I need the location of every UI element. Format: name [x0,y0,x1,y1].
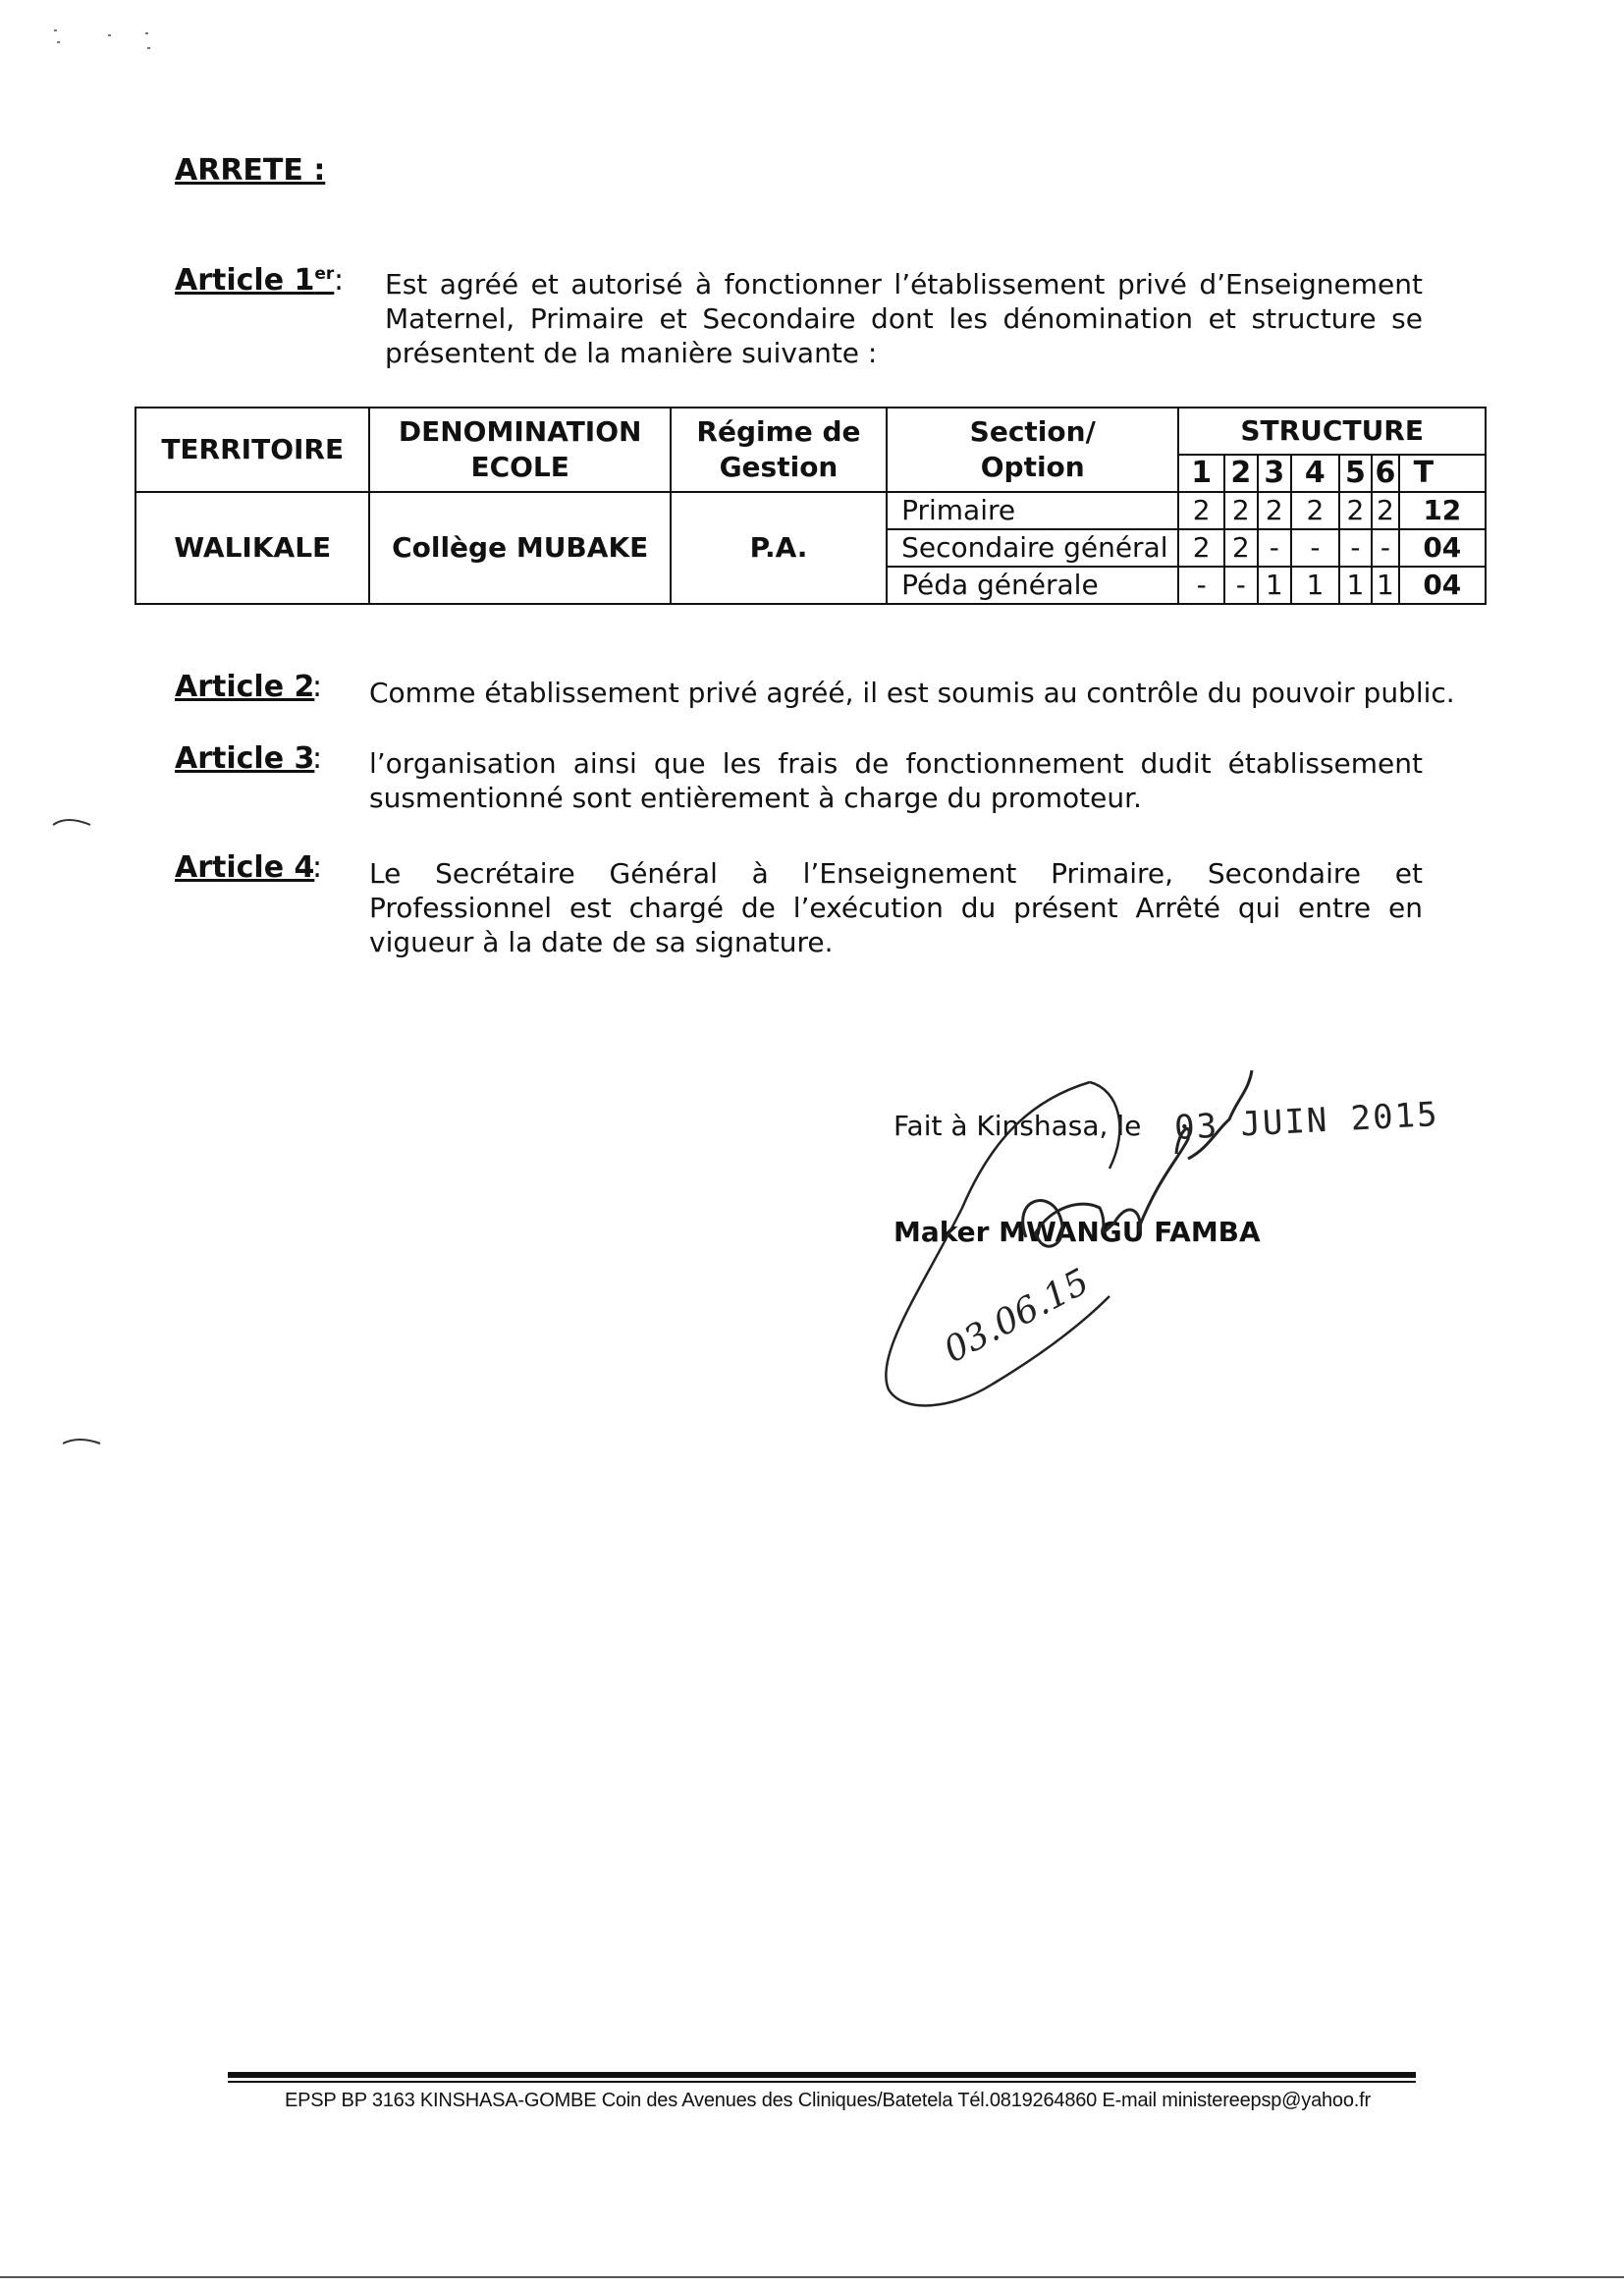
cell-value: - [1258,529,1291,567]
handwritten-date: 03.06.15 [938,1261,1096,1372]
scan-speck [57,41,60,43]
scan-speck [147,47,150,49]
article-2-text: Comme établissement privé agréé, il est soumis au contrôle du pouvoir public. [369,677,1455,709]
header-regime-line1: Régime de [696,415,861,448]
header-regime [671,408,887,492]
article-1-label [175,263,334,298]
footer-address: EPSP BP 3163 KINSHASA-GOMBE Coin des Avenues des Cliniques/Batetela Tél.0819264860 E-mail ministereepsp@yahoo.fr [285,2090,1371,2111]
signature-place: Fait à Kinshasa, le [893,1110,1142,1142]
article-1-label-text: Article 1 [175,263,315,298]
date-stamp: 03 JUIN 2015 [1173,1094,1440,1149]
cell-value: 2 [1258,492,1291,529]
cell-value: 2 [1339,492,1372,529]
margin-mark [59,1432,108,1451]
article-2-label: Article 2 [175,670,315,704]
article-3-text: l’organisation ainsi que les frais de fonctionnement dudit établissement susmentionné sont entièrement à charge du promoteur. [369,747,1423,814]
article-1-colon: : [334,263,345,298]
cell-value: 2 [1178,492,1224,529]
article-4-text: Le Secrétaire Général à l’Enseignement Primaire, Secondaire et Professionnel est chargé de l’exécution du présent Arrêté qui entre en vigueur à la date de sa signature. [369,857,1423,958]
cell-value: 2 [1291,492,1339,529]
article-3-label: Article 3 [175,741,315,776]
scan-bottom-edge [0,2276,1624,2278]
structure-col-6: 6 [1372,455,1398,492]
header-territoire: TERRITOIRE [135,408,369,492]
article-3-colon: : [312,741,323,776]
cell-value: - [1224,567,1257,604]
header-structure: STRUCTURE [1178,408,1486,455]
structure-col-3: 3 [1258,455,1291,492]
header-denomination-line2: ECOLE [470,451,569,483]
article-4-label: Article 4 [175,850,315,885]
cell-value: - [1339,529,1372,567]
cell-total: 04 [1399,529,1486,567]
cell-total: 04 [1399,567,1486,604]
handwritten-signature [864,1061,1296,1424]
cell-total: 12 [1399,492,1486,529]
footer-rule [228,2072,1416,2078]
cell-territoire: WALIKALE [135,492,369,604]
cell-value: 1 [1258,567,1291,604]
structure-col-total: T [1399,455,1486,492]
structure-col-4: 4 [1291,455,1339,492]
article-1-superscript: er [314,264,335,284]
cell-value: 2 [1372,492,1398,529]
header-section-line1: Section/ [969,415,1096,448]
scan-speck [108,34,111,36]
article-1-text: Est agréé et autorisé à fonctionner l’établissement privé d’Enseignement Maternel, Primaire et Secondaire dont les dénomination et structure se présentent de la manière suivante : [385,268,1423,369]
cell-value: - [1178,567,1224,604]
header-section-line2: Option [980,451,1085,483]
cell-value: 2 [1224,492,1257,529]
cell-value: 1 [1339,567,1372,604]
cell-ecole: Collège MUBAKE [369,492,670,604]
cell-value: 1 [1372,567,1398,604]
structure-col-5: 5 [1339,455,1372,492]
page-title: ARRETE : [175,153,326,188]
scan-speck [54,29,57,31]
margin-mark [49,811,98,831]
cell-section: Primaire [887,492,1178,529]
header-regime-line2: Gestion [719,451,839,483]
cell-value: 1 [1291,567,1339,604]
cell-value: 2 [1224,529,1257,567]
header-section [887,408,1178,492]
table-row [135,492,1486,529]
cell-regime: P.A. [671,492,887,604]
cell-value: - [1372,529,1398,567]
header-denomination [369,408,670,492]
structure-col-1: 1 [1178,455,1224,492]
cell-section: Secondaire général [887,529,1178,567]
scan-speck [145,32,148,34]
article-4-colon: : [312,850,323,885]
cell-value: 2 [1178,529,1224,567]
structure-table [135,407,1487,605]
cell-value: - [1291,529,1339,567]
structure-col-2: 2 [1224,455,1257,492]
footer-rule-thin [228,2081,1416,2083]
cell-section: Péda générale [887,567,1178,604]
header-denomination-line1: DENOMINATION [398,415,642,448]
signatory-name: Maker MWANGU FAMBA [893,1216,1261,1248]
article-2-colon: : [312,670,323,704]
